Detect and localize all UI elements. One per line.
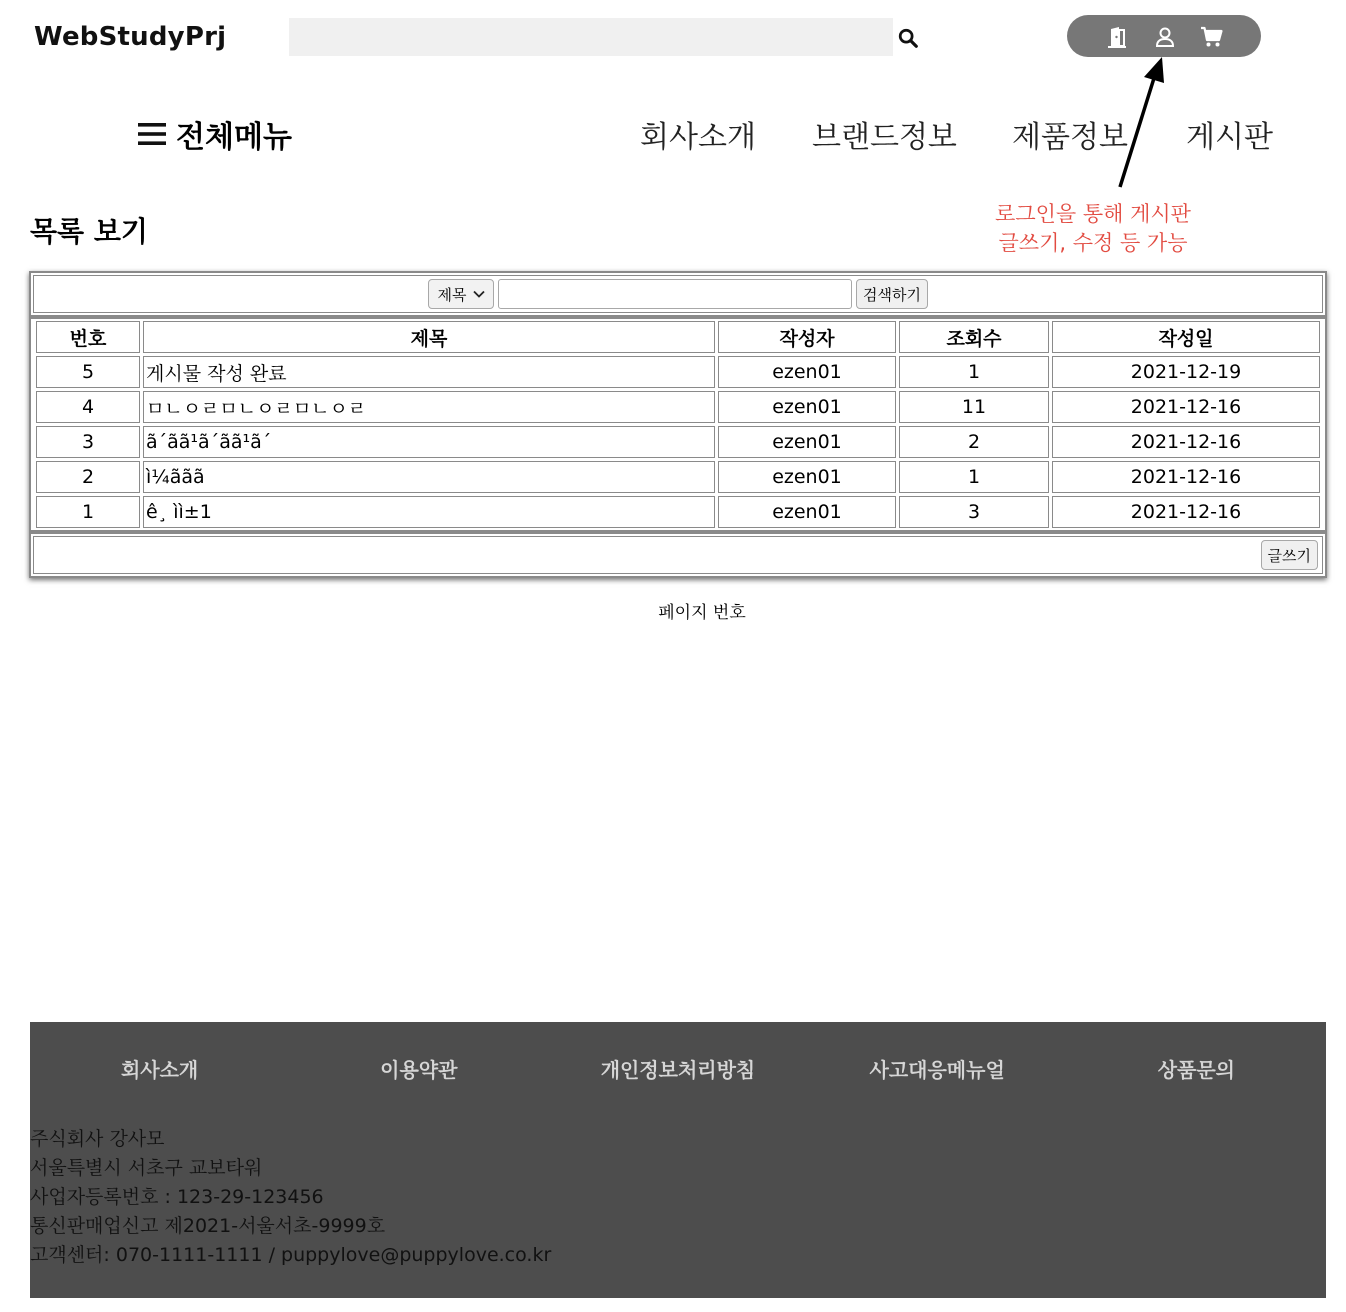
cell-writer: ezen01: [718, 426, 896, 458]
footer-address: 서울특별시 서초구 교보타워: [30, 1157, 263, 1179]
board-list-panel: [29, 271, 1327, 578]
footer-company-name: 주식회사 강사모: [30, 1128, 165, 1150]
cell-views: 3: [899, 496, 1049, 528]
table-row[interactable]: [36, 426, 1320, 458]
user-actions-pill: [1067, 15, 1261, 57]
cell-title-link[interactable]: ê¸ ìì±1: [143, 496, 715, 528]
write-button[interactable]: 글쓰기: [1261, 540, 1318, 570]
cell-date: 2021-12-16: [1052, 496, 1320, 528]
global-search-input[interactable]: [289, 18, 893, 56]
cell-views: 2: [899, 426, 1049, 458]
annotation-line-2: 글쓰기, 수정 등 가능: [998, 231, 1188, 255]
cell-date: 2021-12-16: [1052, 426, 1320, 458]
cell-date: 2021-12-16: [1052, 461, 1320, 493]
nav-item-company[interactable]: 회사소개: [640, 120, 756, 155]
login-door-icon[interactable]: [1105, 25, 1129, 49]
user-icon[interactable]: [1153, 25, 1177, 49]
cell-writer: ezen01: [718, 356, 896, 388]
cell-writer: ezen01: [718, 496, 896, 528]
table-row[interactable]: [36, 496, 1320, 528]
footer-links: [30, 1054, 1326, 1083]
chevron-down-icon: [473, 290, 485, 298]
column-header-views: 조회수: [899, 321, 1049, 353]
table-row[interactable]: [36, 391, 1320, 423]
column-header-no: 번호: [36, 321, 140, 353]
column-header-date: 작성일: [1052, 321, 1320, 353]
footer-link-product-inquiry[interactable]: 상품문의: [1157, 1058, 1235, 1082]
cell-title-link[interactable]: ã´ãã¹ã´ãã¹ã´: [143, 426, 715, 458]
table-row[interactable]: [36, 461, 1320, 493]
login-annotation: [980, 200, 1206, 258]
footer-link-privacy[interactable]: 개인정보처리방침: [600, 1058, 756, 1082]
footer-sales-registration: 통신판매업신고 제2021-서울서초-9999호: [30, 1215, 386, 1237]
board-action-row: [33, 536, 1323, 574]
table-header-row: [36, 321, 1320, 353]
cell-no: 1: [36, 496, 140, 528]
annotation-line-1: 로그인을 통해 게시판: [995, 202, 1191, 226]
search-field-select[interactable]: [428, 279, 494, 309]
all-menu-label: 전체메뉴: [176, 120, 292, 155]
divider: [31, 530, 1325, 534]
cell-views: 1: [899, 356, 1049, 388]
nav-item-board[interactable]: 게시판: [1186, 120, 1273, 155]
search-icon[interactable]: [897, 27, 919, 49]
nav-item-product[interactable]: 제품정보: [1012, 120, 1128, 155]
board-table: [33, 318, 1323, 531]
footer: [30, 1022, 1326, 1298]
nav-item-brand[interactable]: 브랜드정보: [812, 120, 957, 155]
cell-views: 1: [899, 461, 1049, 493]
table-row[interactable]: [36, 356, 1320, 388]
cell-date: 2021-12-19: [1052, 356, 1320, 388]
search-keyword-input[interactable]: [498, 279, 852, 309]
cell-no: 4: [36, 391, 140, 423]
site-logo[interactable]: WebStudyPrj: [34, 22, 227, 52]
cell-views: 11: [899, 391, 1049, 423]
search-button[interactable]: 검색하기: [856, 279, 928, 309]
cell-title-link[interactable]: 게시물 작성 완료: [143, 356, 715, 388]
cell-no: 2: [36, 461, 140, 493]
hamburger-icon: [138, 122, 166, 146]
footer-link-terms[interactable]: 이용약관: [380, 1058, 458, 1082]
board-search-row: [33, 275, 1323, 313]
cell-no: 5: [36, 356, 140, 388]
annotation-arrow: [1100, 55, 1180, 195]
cell-title-link[interactable]: ㅁㄴㅇㄹㅁㄴㅇㄹㅁㄴㅇㄹ: [143, 391, 715, 423]
footer-business-number: 사업자등록번호 : 123-29-123456: [30, 1186, 324, 1208]
footer-link-company[interactable]: 회사소개: [120, 1058, 199, 1082]
cell-date: 2021-12-16: [1052, 391, 1320, 423]
cell-writer: ezen01: [718, 461, 896, 493]
cell-writer: ezen01: [718, 391, 896, 423]
cell-title-link[interactable]: ì¼ããã: [143, 461, 715, 493]
column-header-writer: 작성자: [718, 321, 896, 353]
column-header-title: 제목: [143, 321, 715, 353]
cart-icon[interactable]: [1200, 25, 1224, 49]
pagination: 페이지 번호: [658, 603, 746, 623]
footer-company-info: [30, 1125, 551, 1270]
footer-link-incident-manual[interactable]: 사고대응메뉴얼: [869, 1058, 1005, 1082]
all-menu-button[interactable]: [138, 112, 292, 156]
search-field-select-value: 제목: [437, 285, 467, 304]
page-title: 목록 보기: [30, 215, 148, 248]
footer-customer-center: 고객센터: 070-1111-1111 / puppylove@puppylove.co.kr: [30, 1244, 552, 1266]
cell-no: 3: [36, 426, 140, 458]
